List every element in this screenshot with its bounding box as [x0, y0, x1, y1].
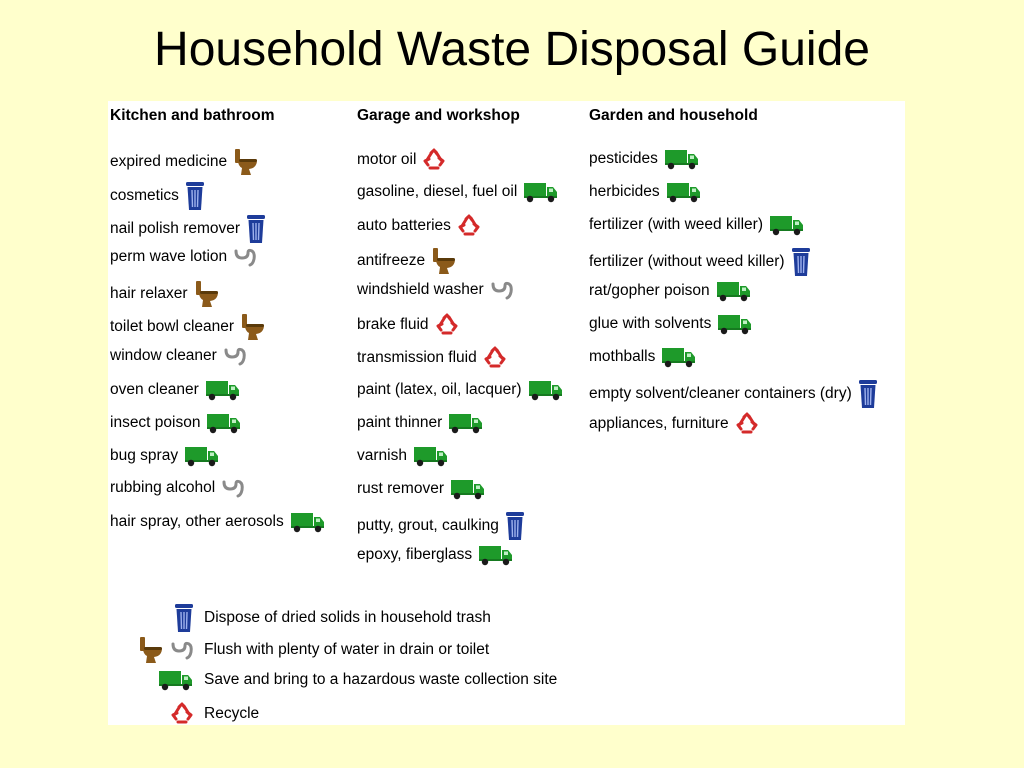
item-label: pesticides [589, 150, 658, 167]
legend-item [108, 702, 259, 726]
item-label: paint thinner [357, 414, 443, 431]
truck-icon [661, 346, 697, 368]
legend-item [108, 636, 489, 664]
legend-icons [108, 702, 194, 726]
list-item [110, 478, 245, 498]
item-label: fertilizer (without weed killer) [589, 253, 785, 270]
drain-icon [490, 280, 514, 300]
page-title: Household Waste Disposal Guide [154, 23, 870, 76]
list-item [110, 247, 257, 267]
item-label: gasoline, diesel, fuel oil [357, 183, 518, 200]
list-item [110, 346, 247, 366]
truck-icon [666, 181, 702, 203]
truck-icon [205, 379, 241, 401]
truck-icon [523, 181, 559, 203]
truck-icon [717, 313, 753, 335]
item-label: mothballs [589, 348, 656, 365]
list-item [110, 280, 220, 308]
item-label: brake fluid [357, 316, 429, 333]
item-label: perm wave lotion [110, 248, 228, 265]
recycle-icon [457, 214, 481, 238]
list-item [357, 313, 459, 337]
list-item [110, 313, 266, 341]
list-item [589, 313, 753, 335]
item-label: varnish [357, 447, 407, 464]
list-item [357, 511, 525, 541]
trash-can-icon [246, 214, 266, 244]
drain-icon [221, 478, 245, 498]
item-label: insect poison [110, 414, 201, 431]
list-item [589, 181, 702, 203]
truck-icon [769, 214, 805, 236]
recycle-icon [435, 313, 459, 337]
item-label: toilet bowl cleaner [110, 318, 235, 335]
trash-can-icon [174, 603, 194, 633]
trash-can-icon [858, 379, 878, 409]
list-item [589, 280, 752, 302]
item-label: glue with solvents [589, 315, 712, 332]
list-item [110, 511, 326, 533]
list-item [589, 346, 697, 368]
item-label: expired medicine [110, 153, 228, 170]
item-label: herbicides [589, 183, 660, 200]
legend-label: Dispose of dried solids in household trash [204, 609, 491, 626]
list-item [589, 379, 878, 409]
list-item [357, 280, 514, 300]
truck-icon [206, 412, 242, 434]
truck-icon [290, 511, 326, 533]
item-label: epoxy, fiberglass [357, 546, 473, 563]
legend-label: Flush with plenty of water in drain or toilet [204, 641, 490, 658]
list-item [357, 544, 514, 566]
item-label: hair relaxer [110, 285, 188, 302]
list-item [357, 445, 449, 467]
item-label: motor oil [357, 151, 417, 168]
item-label: window cleaner [110, 347, 217, 364]
legend-icons [108, 636, 194, 664]
list-item [357, 247, 457, 275]
item-label: transmission fluid [357, 349, 477, 366]
item-label: oven cleaner [110, 381, 199, 398]
item-label: paint (latex, oil, lacquer) [357, 381, 522, 398]
item-label: cosmetics [110, 187, 179, 204]
list-item [110, 445, 220, 467]
recycle-icon [422, 148, 446, 172]
toilet-icon [138, 636, 164, 664]
item-label: bug spray [110, 447, 179, 464]
legend-icons [108, 669, 194, 691]
trash-can-icon [505, 511, 525, 541]
drain-icon [233, 247, 257, 267]
list-item [357, 346, 507, 370]
column-header: Kitchen and bathroom [110, 107, 275, 124]
list-item [110, 412, 242, 434]
legend-item [108, 669, 557, 691]
toilet-icon [431, 247, 457, 275]
toilet-icon [233, 148, 259, 176]
item-label: nail polish remover [110, 220, 241, 237]
recycle-icon [170, 702, 194, 726]
list-item [589, 148, 700, 170]
list-item [357, 478, 486, 500]
toilet-icon [194, 280, 220, 308]
list-item [110, 148, 259, 176]
list-item [589, 412, 759, 436]
item-label: empty solvent/cleaner containers (dry) [589, 385, 852, 402]
truck-icon [478, 544, 514, 566]
item-label: fertilizer (with weed killer) [589, 216, 763, 233]
item-label: rust remover [357, 480, 444, 497]
recycle-icon [735, 412, 759, 436]
item-label: rat/gopher poison [589, 282, 710, 299]
legend-icons [108, 603, 194, 633]
legend-item [108, 603, 491, 633]
list-item [589, 247, 811, 277]
item-label: hair spray, other aerosols [110, 513, 284, 530]
truck-icon [158, 669, 194, 691]
recycle-icon [483, 346, 507, 370]
trash-can-icon [791, 247, 811, 277]
item-label: rubbing alcohol [110, 479, 216, 496]
legend-label: Recycle [204, 705, 260, 722]
drain-icon [170, 640, 194, 660]
item-label: appliances, furniture [589, 415, 729, 432]
list-item [110, 181, 205, 211]
item-label: putty, grout, caulking [357, 517, 499, 534]
legend-label: Save and bring to a hazardous waste collection site [204, 671, 558, 688]
item-label: auto batteries [357, 217, 451, 234]
toilet-icon [240, 313, 266, 341]
truck-icon [664, 148, 700, 170]
drain-icon [223, 346, 247, 366]
list-item [110, 214, 266, 244]
truck-icon [413, 445, 449, 467]
disposal-table [108, 101, 905, 725]
truck-icon [716, 280, 752, 302]
list-item [357, 379, 564, 401]
truck-icon [448, 412, 484, 434]
item-label: windshield washer [357, 281, 484, 298]
truck-icon [450, 478, 486, 500]
list-item [357, 148, 446, 172]
list-item [357, 412, 484, 434]
list-item [110, 379, 241, 401]
list-item [357, 214, 481, 238]
item-label: antifreeze [357, 252, 426, 269]
column-header: Garage and workshop [357, 107, 520, 124]
trash-can-icon [185, 181, 205, 211]
list-item [357, 181, 559, 203]
truck-icon [528, 379, 564, 401]
list-item [589, 214, 805, 236]
truck-icon [184, 445, 220, 467]
column-header: Garden and household [589, 107, 758, 124]
